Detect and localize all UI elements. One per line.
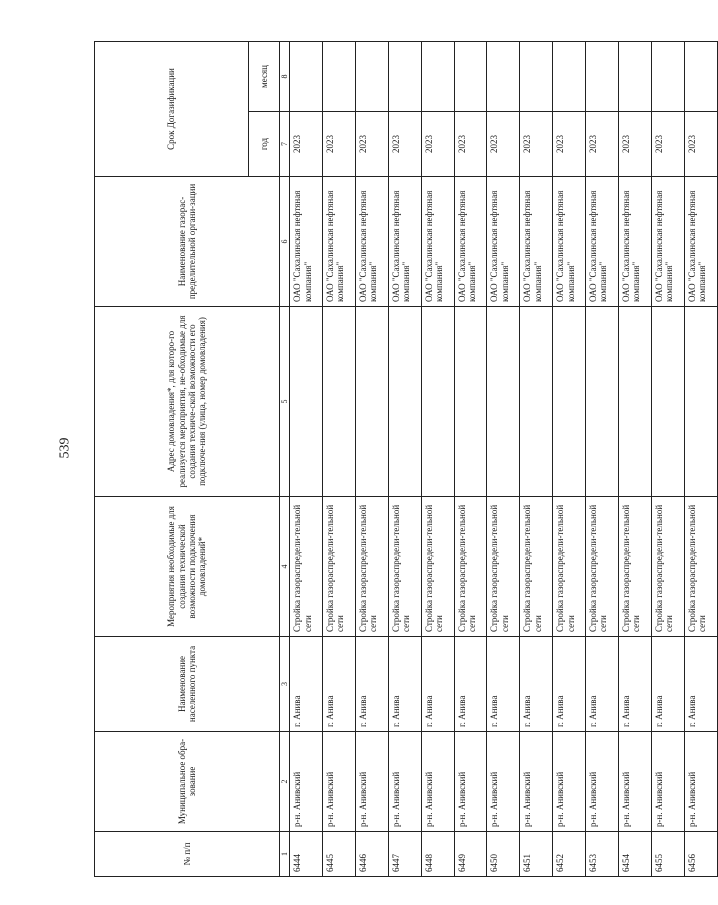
row-number: 6456 xyxy=(684,832,717,877)
municipality-cell: р-н. Анивский xyxy=(586,732,619,832)
header-address: Адрес домовладения*, для которо-го реализуется мероприятия, не-обходимые для создания техниче-ской возможности его подключе-ния (улица, номер домовладения) xyxy=(95,307,280,497)
address-cell xyxy=(684,307,717,497)
table-row xyxy=(618,42,651,877)
measure-cell: Стройка газораспредели-тельной сети xyxy=(421,497,454,637)
settlement-cell: г. Анива xyxy=(290,637,323,732)
measure-cell: Стройка газораспредели-тельной сети xyxy=(684,497,717,637)
row-number: 6452 xyxy=(553,832,586,877)
gdo-cell: ОАО "Сахалинская нефтяная компания" xyxy=(421,177,454,307)
year-cell: 2023 xyxy=(651,112,684,177)
row-number: 6448 xyxy=(421,832,454,877)
gasification-table xyxy=(94,41,718,877)
gdo-cell: ОАО "Сахалинская нефтяная компания" xyxy=(651,177,684,307)
measure-cell: Стройка газораспредели-тельной сети xyxy=(520,497,553,637)
address-cell xyxy=(323,307,356,497)
settlement-cell: г. Анива xyxy=(421,637,454,732)
row-number: 6451 xyxy=(520,832,553,877)
settlement-cell: г. Анива xyxy=(684,637,717,732)
row-number: 6450 xyxy=(487,832,520,877)
table-row xyxy=(355,42,388,877)
address-cell xyxy=(553,307,586,497)
address-cell xyxy=(487,307,520,497)
municipality-cell: р-н. Анивский xyxy=(651,732,684,832)
month-cell xyxy=(454,42,487,112)
measure-cell: Стройка газораспредели-тельной сети xyxy=(586,497,619,637)
month-cell xyxy=(421,42,454,112)
measure-cell: Стройка газораспредели-тельной сети xyxy=(651,497,684,637)
table-row xyxy=(454,42,487,877)
settlement-cell: г. Анива xyxy=(586,637,619,732)
row-number: 6454 xyxy=(618,832,651,877)
municipality-cell: р-н. Анивский xyxy=(454,732,487,832)
year-cell: 2023 xyxy=(520,112,553,177)
municipality-cell: р-н. Анивский xyxy=(388,732,421,832)
settlement-cell: г. Анива xyxy=(520,637,553,732)
column-number: 2 xyxy=(280,732,290,832)
column-number: 8 xyxy=(280,42,290,112)
measure-cell: Стройка газораспредели-тельной сети xyxy=(388,497,421,637)
table-row xyxy=(553,42,586,877)
month-cell xyxy=(323,42,356,112)
gdo-cell: ОАО "Сахалинская нефтяная компания" xyxy=(388,177,421,307)
municipality-cell: р-н. Анивский xyxy=(323,732,356,832)
municipality-cell: р-н. Анивский xyxy=(684,732,717,832)
settlement-cell: г. Анива xyxy=(323,637,356,732)
header-month: месяц xyxy=(249,42,280,112)
year-cell: 2023 xyxy=(586,112,619,177)
measure-cell: Стройка газораспредели-тельной сети xyxy=(487,497,520,637)
address-cell xyxy=(355,307,388,497)
settlement-cell: г. Анива xyxy=(388,637,421,732)
header-year: год xyxy=(249,112,280,177)
table-row xyxy=(684,42,717,877)
month-cell xyxy=(290,42,323,112)
month-cell xyxy=(520,42,553,112)
header-municipality: Муниципальное обра-зование xyxy=(95,732,280,832)
column-number: 3 xyxy=(280,637,290,732)
page-number: 539 xyxy=(57,437,73,459)
column-number: 1 xyxy=(280,832,290,877)
gdo-cell: ОАО "Сахалинская нефтяная компания" xyxy=(290,177,323,307)
year-cell: 2023 xyxy=(618,112,651,177)
address-cell xyxy=(520,307,553,497)
month-cell xyxy=(487,42,520,112)
measure-cell: Стройка газораспредели-тельной сети xyxy=(454,497,487,637)
header-num: № п/п xyxy=(95,832,280,877)
municipality-cell: р-н. Анивский xyxy=(520,732,553,832)
year-cell: 2023 xyxy=(684,112,717,177)
gdo-cell: ОАО "Сахалинская нефтяная компания" xyxy=(553,177,586,307)
settlement-cell: г. Анива xyxy=(553,637,586,732)
column-number: 5 xyxy=(280,307,290,497)
month-cell xyxy=(684,42,717,112)
settlement-cell: г. Анива xyxy=(454,637,487,732)
table-row xyxy=(487,42,520,877)
gdo-cell: ОАО "Сахалинская нефтяная компания" xyxy=(520,177,553,307)
month-cell xyxy=(355,42,388,112)
gdo-cell: ОАО "Сахалинская нефтяная компания" xyxy=(586,177,619,307)
table-row xyxy=(388,42,421,877)
row-number: 6453 xyxy=(586,832,619,877)
table-row xyxy=(651,42,684,877)
row-number: 6445 xyxy=(323,832,356,877)
year-cell: 2023 xyxy=(388,112,421,177)
table-row xyxy=(323,42,356,877)
gdo-cell: ОАО "Сахалинская нефтяная компания" xyxy=(618,177,651,307)
row-number: 6455 xyxy=(651,832,684,877)
settlement-cell: г. Анива xyxy=(487,637,520,732)
address-cell xyxy=(586,307,619,497)
municipality-cell: р-н. Анивский xyxy=(618,732,651,832)
table-row xyxy=(421,42,454,877)
row-number: 6446 xyxy=(355,832,388,877)
table-body xyxy=(290,42,717,877)
year-cell: 2023 xyxy=(553,112,586,177)
address-cell xyxy=(388,307,421,497)
row-number: 6447 xyxy=(388,832,421,877)
rotated-table-wrapper xyxy=(94,42,708,877)
measure-cell: Стройка газораспредели-тельной сети xyxy=(290,497,323,637)
year-cell: 2023 xyxy=(323,112,356,177)
month-cell xyxy=(618,42,651,112)
table-row xyxy=(520,42,553,877)
gdo-cell: ОАО "Сахалинская нефтяная компания" xyxy=(684,177,717,307)
settlement-cell: г. Анива xyxy=(355,637,388,732)
measure-cell: Стройка газораспредели-тельной сети xyxy=(553,497,586,637)
address-cell xyxy=(454,307,487,497)
column-number: 6 xyxy=(280,177,290,307)
year-cell: 2023 xyxy=(290,112,323,177)
address-cell xyxy=(651,307,684,497)
row-number: 6444 xyxy=(290,832,323,877)
table-row xyxy=(290,42,323,877)
year-cell: 2023 xyxy=(487,112,520,177)
column-number: 7 xyxy=(280,112,290,177)
month-cell xyxy=(388,42,421,112)
month-cell xyxy=(586,42,619,112)
settlement-cell: г. Анива xyxy=(618,637,651,732)
measure-cell: Стройка газораспредели-тельной сети xyxy=(323,497,356,637)
header-measures: Мероприятия необходимые для создания технической возможности подключения домовладений* xyxy=(95,497,280,637)
table-row xyxy=(586,42,619,877)
address-cell xyxy=(290,307,323,497)
gdo-cell: ОАО "Сахалинская нефтяная компания" xyxy=(454,177,487,307)
header-gdo: Наименование газорас-пределительной органи-зации xyxy=(95,177,280,307)
settlement-cell: г. Анива xyxy=(651,637,684,732)
measure-cell: Стройка газораспредели-тельной сети xyxy=(355,497,388,637)
year-cell: 2023 xyxy=(454,112,487,177)
year-cell: 2023 xyxy=(355,112,388,177)
municipality-cell: р-н. Анивский xyxy=(421,732,454,832)
month-cell xyxy=(651,42,684,112)
address-cell xyxy=(421,307,454,497)
municipality-cell: р-н. Анивский xyxy=(487,732,520,832)
year-cell: 2023 xyxy=(421,112,454,177)
header-settlement: Наименование населенного пункта xyxy=(95,637,280,732)
gdo-cell: ОАО "Сахалинская нефтяная компания" xyxy=(355,177,388,307)
row-number: 6449 xyxy=(454,832,487,877)
municipality-cell: р-н. Анивский xyxy=(553,732,586,832)
month-cell xyxy=(553,42,586,112)
municipality-cell: р-н. Анивский xyxy=(290,732,323,832)
measure-cell: Стройка газораспредели-тельной сети xyxy=(618,497,651,637)
address-cell xyxy=(618,307,651,497)
column-number: 4 xyxy=(280,497,290,637)
header-period: Срок Догазификации xyxy=(95,42,249,177)
gdo-cell: ОАО "Сахалинская нефтяная компания" xyxy=(323,177,356,307)
gdo-cell: ОАО "Сахалинская нефтяная компания" xyxy=(487,177,520,307)
municipality-cell: р-н. Анивский xyxy=(355,732,388,832)
